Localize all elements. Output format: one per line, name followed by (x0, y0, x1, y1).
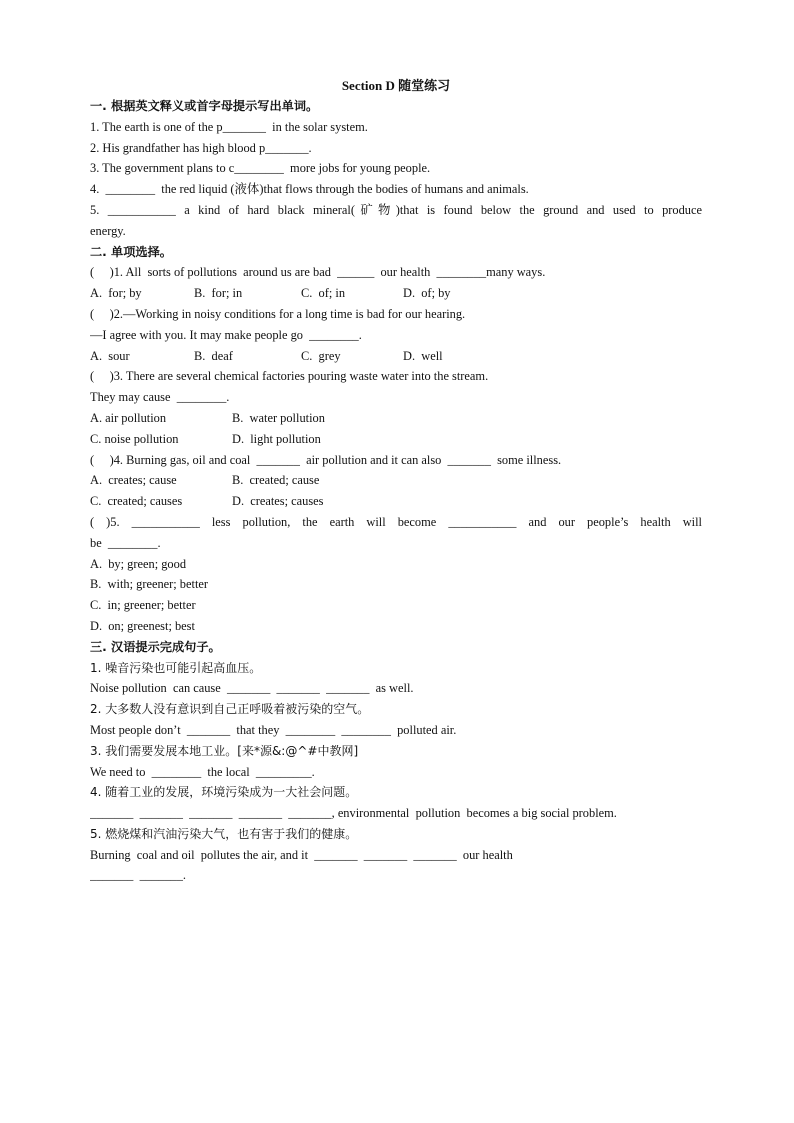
part1-item-2: 2. His grandfather has high blood p_______. (90, 140, 312, 155)
question-5: ( )5. ___________ less pollution, the earth will become ___________ and our people’s health will (90, 514, 702, 529)
part1-heading: 一. 根据英文释义或首字母提示写出单词。 (90, 99, 319, 113)
question-3-options-row1 (90, 408, 702, 429)
sentence-5-english: Burning coal and oil pollutes the air, and it _______ _______ _______ our health (90, 847, 513, 862)
sentence-4-chinese: 4. 随着工业的发展，环境污染成为一大社会问题。 (90, 785, 358, 800)
option-a: A. sour (90, 348, 130, 363)
question-3: ( )3. There are several chemical factories pouring waste water into the stream. (90, 369, 489, 384)
part2-heading: 二. 单项选择。 (90, 244, 172, 259)
option-a: A. for; by (90, 286, 142, 301)
sentence-1-english: Noise pollution can cause _______ _______ _______ as well. (90, 681, 414, 696)
option-d: D. of; by (403, 286, 451, 301)
question-2: ( )2.—Working in noisy conditions for a long time is bad for our hearing. (90, 306, 466, 321)
option-c: C. created; causes (90, 494, 183, 509)
option-c: C. of; in (301, 286, 346, 301)
question-2-reply: —I agree with you. It may make people go ________. (90, 327, 362, 342)
option-a: A. air pollution (90, 410, 167, 425)
question-4-options-row2 (90, 491, 702, 512)
sentence-5-chinese: 5. 燃烧煤和汽油污染大气，也有害于我们的健康。 (90, 826, 358, 841)
part1-item-4: 4. ________ the red liquid (液体)that flows through the bodies of humans and animals. (90, 182, 529, 197)
sentence-5-english-cont: _______ _______. (90, 868, 187, 883)
question-5-cont: be ________. (90, 535, 161, 550)
option-d: D. light pollution (232, 431, 321, 446)
sentence-2-english: Most people don’t _______ that they ________ ________ polluted air. (90, 722, 457, 737)
question-3-cont: They may cause ________. (90, 390, 230, 405)
question-5-option-a: A. by; green; good (90, 556, 187, 571)
sentence-2-chinese: 2. 大多数人没有意识到自己正呼吸着被污染的空气。 (90, 702, 370, 717)
sentence-3-chinese: 3. 我们需要发展本地工业。[来*源&:@^#中教网] (90, 743, 359, 758)
worksheet (90, 76, 702, 886)
question-4: ( )4. Burning gas, oil and coal _______ air pollution and it can also _______ some illness. (90, 452, 562, 467)
option-d: D. creates; causes (232, 494, 324, 509)
option-b: B. for; in (194, 286, 243, 301)
option-d: D. well (403, 348, 443, 363)
option-b: B. deaf (194, 348, 233, 363)
question-2-options (90, 346, 702, 367)
question-5-option-d: D. on; greenest; best (90, 618, 195, 633)
page-title: Section D 随堂练习 (341, 78, 451, 93)
part1-item-5-cont: energy. (90, 223, 126, 238)
question-3-options-row2 (90, 429, 702, 450)
sentence-3-english: We need to ________ the local _________. (90, 764, 315, 779)
question-4-options-row1 (90, 470, 702, 491)
option-c: C. noise pollution (90, 431, 179, 446)
question-1-options (90, 283, 702, 304)
option-b: B. created; cause (232, 473, 320, 488)
part1-item-3: 3. The government plans to c________ more jobs for young people. (90, 161, 431, 176)
part1-item-5: 5. ___________ a kind of hard black mineral(矿物)that is found below the ground and used to produce (90, 202, 702, 217)
sentence-4-english: _______ _______ _______ _______ _______, environmental pollution becomes a big social problem. (90, 806, 617, 821)
option-a: A. creates; cause (90, 473, 177, 488)
part1-item-1: 1. The earth is one of the p_______ in the solar system. (90, 119, 368, 134)
question-5-option-c: C. in; greener; better (90, 598, 196, 613)
option-b: B. water pollution (232, 410, 325, 425)
question-5-option-b: B. with; greener; better (90, 577, 209, 592)
question-1: ( )1. All sorts of pollutions around us are bad ______ our health ________many ways. (90, 265, 546, 280)
part3-heading: 三. 汉语提示完成句子。 (90, 639, 221, 654)
sentence-1-chinese: 1. 噪音污染也可能引起高血压。 (90, 660, 262, 675)
option-c: C. grey (301, 348, 341, 363)
